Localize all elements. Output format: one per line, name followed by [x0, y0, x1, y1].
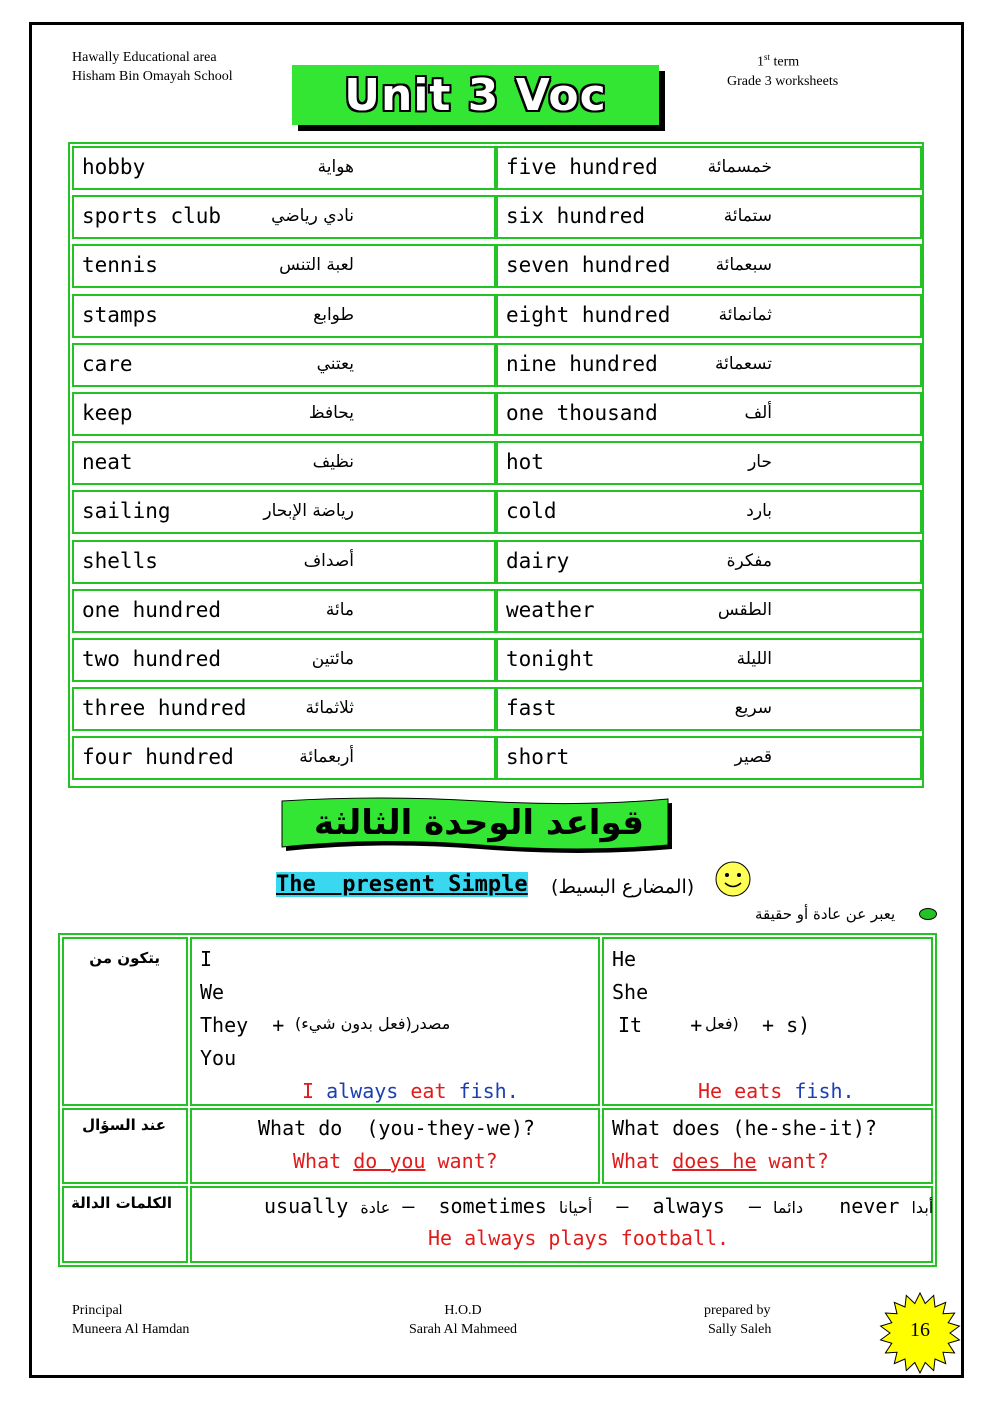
vocab-english: four hundred [82, 745, 234, 770]
signal-example: He always plays football. [428, 1226, 730, 1250]
form-left-cell [190, 937, 600, 1106]
question-left-example: What do you want? [293, 1149, 498, 1173]
pronoun-they: They + [200, 1013, 285, 1037]
vocab-english: one hundred [82, 597, 222, 622]
vocab-cell [496, 441, 922, 485]
vocab-english: stamps [82, 302, 158, 327]
vocab-cell [496, 392, 922, 436]
vocab-cell [72, 687, 496, 731]
vocab-cell [496, 638, 922, 682]
vocab-cell [72, 638, 496, 682]
vocab-arabic: تسعمائة [715, 353, 772, 374]
vocab-english: one thousand [506, 401, 658, 425]
vocab-arabic: ثلاثمائة [305, 698, 354, 719]
form-right-plus-s: + s) [762, 1013, 811, 1037]
header-school: Hisham Bin Omayah School [72, 69, 233, 84]
footer-principal: Principal Muneera Al Hamdan [72, 1303, 190, 1337]
header-grade: Grade 3 worksheets [727, 73, 839, 89]
vocab-arabic: ستمائة [723, 206, 772, 227]
vocab-cell [496, 687, 922, 731]
grammar-banner [280, 797, 678, 859]
grammar-table [58, 933, 937, 1267]
vocab-english: hobby [82, 155, 146, 179]
vocab-arabic: هواية [317, 157, 354, 177]
vocab-cell [72, 736, 496, 780]
vocab-english: sports club [82, 204, 222, 229]
vocab-english: dairy [506, 548, 570, 573]
vocab-cell [496, 540, 922, 584]
vocab-cell [496, 343, 922, 387]
form-right-example: He eats fish. [698, 1079, 855, 1103]
vocab-arabic: لعبة التنس [279, 255, 354, 276]
vocab-english: tonight [506, 647, 595, 671]
label-form-cell [62, 937, 188, 1106]
vocab-arabic: قصير [734, 747, 772, 768]
header-left [72, 48, 233, 86]
pronoun-you: You [200, 1046, 237, 1070]
vocab-english: five hundred [506, 155, 658, 179]
vocab-arabic: سبعمائة [715, 255, 772, 276]
vocab-arabic: ألف [744, 403, 772, 423]
form-right-rule: (فعل [705, 1014, 739, 1033]
vocab-english: weather [506, 597, 595, 622]
vocab-arabic: الليلة [736, 649, 772, 669]
question-right-example: What does he want? [612, 1149, 829, 1173]
vocab-english: seven hundred [506, 253, 671, 278]
vocab-english: short [506, 745, 570, 770]
vocab-cell [496, 736, 922, 780]
form-right-cell [602, 937, 933, 1106]
pronoun-it: It + [618, 1013, 703, 1037]
bullet-icon [919, 908, 937, 920]
vocab-arabic: خمسمائة [707, 157, 772, 177]
vocab-arabic: سريع [734, 698, 772, 719]
vocab-cell [72, 392, 496, 436]
pronoun-we: We [200, 980, 225, 1004]
vocab-cell [72, 441, 496, 485]
signal-words: usually عادة – sometimes أحيانا – always – دائما never أبدا [264, 1194, 934, 1218]
vocab-english: sailing [82, 499, 171, 524]
grammar-title: قواعد الوحدة الثالثة [313, 803, 645, 843]
vocab-cell [496, 490, 922, 534]
signal-cell [190, 1186, 933, 1263]
question-left-cell [190, 1108, 600, 1184]
page-title: Unit 3 Voc [344, 69, 607, 121]
footer-prepared: prepared by Sally Saleh [704, 1303, 772, 1337]
vocab-cell [496, 589, 922, 633]
label-question-cell [62, 1108, 188, 1184]
pronoun-she: She [612, 980, 649, 1004]
vocab-arabic: نظيف [312, 452, 354, 473]
vocab-cell [72, 244, 496, 288]
header-area: Hawally Educational area [72, 50, 217, 65]
pronoun-he: He [612, 947, 637, 971]
vocab-arabic: يحافظ [308, 403, 354, 423]
label-signal: الكلمات الدالة [71, 1194, 172, 1212]
vocab-english: keep [82, 401, 133, 425]
vocab-cell [496, 195, 922, 239]
header-right [727, 48, 838, 91]
pronoun-i: I [200, 947, 213, 971]
vocab-english: fast [506, 696, 557, 721]
page-number: 16 [910, 1319, 930, 1341]
vocab-cell [72, 195, 496, 239]
label-form: يتكون من [89, 949, 160, 967]
vocab-cell [72, 589, 496, 633]
vocab-arabic: طوابع [313, 304, 354, 325]
vocab-english: six hundred [506, 204, 646, 229]
habit-note: يعبر عن عادة أو حقيقة [755, 905, 896, 923]
vocab-english: shells [82, 548, 158, 573]
vocab-english: tennis [82, 253, 158, 278]
vocab-arabic: مائة [325, 599, 354, 620]
tense-heading [276, 872, 528, 897]
vocab-english: three hundred [82, 696, 247, 721]
vocab-english: cold [506, 499, 557, 524]
question-right-cell [602, 1108, 933, 1184]
vocab-english: eight hundred [506, 302, 671, 327]
vocab-arabic: مفكرة [726, 550, 772, 571]
vocab-arabic: أصداف [303, 550, 354, 571]
tense-ar: (المضارع البسيط) [551, 876, 695, 898]
vocab-english: care [82, 351, 133, 376]
form-left-example: I always eat fish. [302, 1079, 519, 1103]
vocab-arabic: بارد [746, 501, 772, 522]
vocab-arabic: الطقس [717, 599, 772, 620]
tense-en: The present Simple [276, 872, 528, 897]
vocab-english: two hundred [82, 647, 222, 671]
page-number-badge [878, 1291, 962, 1379]
vocab-arabic: مائتين [311, 649, 354, 669]
label-question: عند السؤال [82, 1116, 166, 1134]
vocab-english: hot [506, 450, 544, 475]
vocab-cell [72, 490, 496, 534]
vocab-cell [72, 540, 496, 584]
vocab-arabic: نادي رياضي [271, 206, 354, 227]
vocab-arabic: ثمانمائة [718, 304, 772, 325]
vocab-cell [496, 146, 922, 190]
vocab-arabic: حار [748, 452, 772, 473]
question-left-form: What do (you-they-we)? [258, 1116, 535, 1140]
label-signal-cell [62, 1186, 188, 1263]
title-banner [292, 65, 667, 133]
vocab-arabic: أربعمائة [299, 747, 354, 768]
vocab-table [68, 142, 924, 788]
vocab-cell [496, 294, 922, 338]
vocab-english: nine hundred [506, 351, 658, 376]
vocab-arabic: رياضة الإبحار [263, 501, 354, 522]
form-left-rule: مصدر(فعل بدون شيء) [295, 1014, 451, 1033]
vocab-cell [72, 343, 496, 387]
smiley-icon [714, 860, 752, 898]
vocab-english: neat [82, 450, 133, 475]
vocab-cell [72, 146, 496, 190]
question-right-form: What does (he-she-it)? [612, 1116, 877, 1140]
vocab-arabic: يعتني [316, 353, 354, 374]
vocab-cell [496, 244, 922, 288]
vocab-cell [72, 294, 496, 338]
footer-hod: H.O.D Sarah Al Mahmeed [408, 1303, 518, 1337]
header-term: 1st term [757, 52, 800, 70]
